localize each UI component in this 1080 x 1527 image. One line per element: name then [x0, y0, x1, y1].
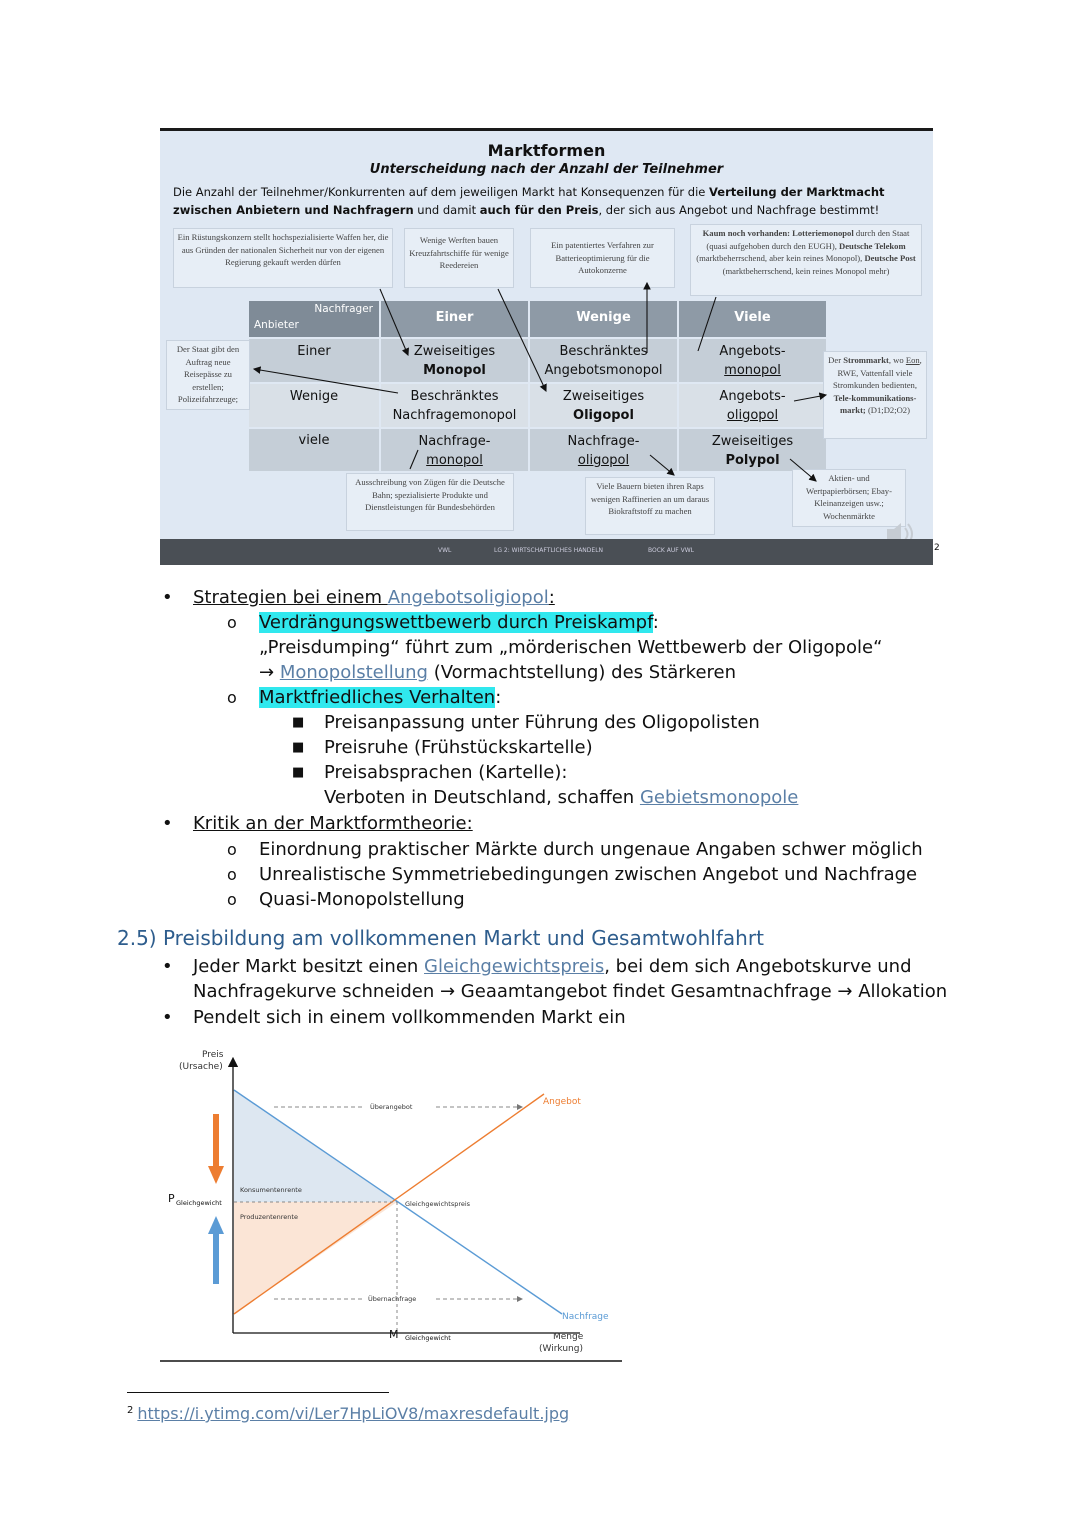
gleichgewichtspreis-label: Gleichgewichtspreis [405, 1200, 471, 1208]
link-angebotsoligopol[interactable]: Angebotsoligiopol [387, 587, 549, 608]
up-arrow-shaft [213, 1232, 219, 1284]
item-preisabsprachen: Preisabsprachen (Kartelle): [324, 762, 568, 783]
colon: : [652, 612, 659, 633]
note-text: , wo [888, 355, 906, 365]
item-preisruhe: Preisruhe (Frühstückskartelle) [324, 737, 593, 758]
col-head-viele: Viele [679, 301, 826, 337]
link-gebietsmonopole[interactable]: Gebietsmonopole [639, 787, 799, 808]
p1-text: Jeder Markt besitzt einen [193, 956, 425, 977]
colon: : [548, 587, 555, 608]
note-text: (D1;D2;O2) [865, 405, 910, 415]
corner-nachfrager: Nachfrager [314, 303, 373, 315]
cell-line: Zweiseitiges [711, 434, 794, 449]
monopolstellung-line [259, 660, 736, 685]
arrow-staat [254, 369, 398, 393]
slide-arrows [160, 131, 933, 565]
down-arrow-icon [208, 1166, 224, 1184]
circle-bullet: o [227, 890, 237, 909]
cell-line: Nachfrage- [567, 434, 640, 449]
square-bullet: ■ [292, 765, 305, 780]
circle-bullet: o [227, 840, 237, 859]
note-bauern: Viele Bauern bieten ihren Raps wenigen Raffinerien an um daraus Biokraftstoff zu machen [585, 477, 715, 535]
arrow-lotterie [698, 297, 716, 351]
nachfrage-label: Nachfrage [562, 1312, 609, 1322]
allokation-line: Nachfragekurve schneiden → Geaamtangebot findet Gesamtnachfrage → Allokation [193, 981, 948, 1002]
cell-line: monopol [724, 363, 781, 378]
arrow-aktien [790, 459, 816, 481]
slide-subtitle: Unterscheidung nach der Anzahl der Teilnehmer [369, 162, 724, 177]
footnote [127, 1404, 569, 1423]
note-text: (marktbeherrschend, kein reines Monopol mehr) [722, 265, 890, 276]
angebot-label: Angebot [543, 1097, 581, 1107]
arrow-werften [498, 289, 546, 391]
verboten-text: Verboten in Deutschland, schaffen [324, 787, 640, 808]
strategien-label: Strategien bei einem [193, 587, 388, 608]
note-text: (marktbeherrschend, aber kein reines Monopol), [696, 253, 865, 263]
monopolstellung-rest: (Vormachtstellung) des Stärkeren [427, 662, 737, 683]
note-text: Eon [905, 355, 920, 365]
ueberangebot-label: Überangebot [370, 1103, 413, 1111]
cell-line: Angebotsmonopol [544, 363, 663, 378]
colon: : [495, 687, 502, 708]
arrow-bauern [650, 455, 674, 475]
note-bold: Kaum noch vorhanden: Lotteriemonopol [702, 228, 854, 238]
pendelt-line: Pendelt sich in einem vollkommenden Markt ein [193, 1007, 626, 1028]
bullet-dot: • [162, 587, 173, 608]
intro-bold: Verteilung der Marktmacht [709, 185, 885, 199]
circle-bullet: o [227, 688, 237, 707]
circle-bullet: o [227, 865, 237, 884]
gleichgewicht-line [193, 954, 912, 979]
row-head-einer: Einer [249, 339, 379, 382]
cell-line: Polypol [725, 453, 780, 468]
note-staat: Der Staat gibt den Auftrag neue Reisepässe zu erstellen; Polizeifahrzeuge; [166, 340, 250, 410]
cell-line: monopol [426, 453, 483, 468]
intro-text: und damit [413, 203, 480, 217]
footer-item: LG 2: WIRTSCHAFTLICHES HANDELN [494, 547, 604, 554]
bullet-dot: • [162, 956, 173, 977]
note-patent: Ein patentiertes Verfahren zur Batterieoptimierung für die Autokonzerne [530, 228, 675, 288]
marktfriedlich-highlight: Marktfriedliches Verhalten [259, 687, 496, 708]
produzentenrente-label: Produzentenrente [240, 1213, 298, 1221]
note-aktien: Aktien- und Wertpapierbörsen; Ebay-Kleinanzeigen usw.; Wochenmärkte [792, 469, 906, 527]
konsumentenrente-label: Konsumentenrente [240, 1186, 302, 1194]
y-label: Preis [202, 1050, 224, 1060]
row-head-wenige: Wenige [249, 384, 379, 427]
up-arrow-icon [208, 1216, 224, 1234]
section-heading: 2.5) Preisbildung am vollkommenen Markt und Gesamtwohlfahrt [117, 926, 764, 950]
note-bold: Strommarkt [843, 355, 889, 365]
market-equilibrium-diagram [160, 1042, 630, 1367]
footer-item: BOCK AUF VWL [648, 547, 694, 554]
footer-item: VWL [438, 547, 452, 554]
corner-anbieter: Anbieter [254, 319, 299, 331]
square-bullet: ■ [292, 740, 305, 755]
cell-line: Beschränktes [410, 389, 499, 404]
cell-line: Zweiseitiges [562, 389, 645, 404]
footnote-link[interactable]: https://i.ytimg.com/vi/Ler7HpLiOV8/maxresdefault.jpg [137, 1404, 570, 1423]
cell-line: Oligopol [573, 408, 634, 423]
note-ruestung: Ein Rüstungskonzern stellt hochspezialisierte Waffen her, die aus Gründen der nationalen Sicherheit nur von der eigenen Regierung gekauft werden dürfen [173, 228, 393, 288]
arrow-bahn [410, 450, 418, 469]
item-preisanpassung: Preisanpassung unter Führung des Oligopolisten [324, 712, 760, 733]
strategien-heading [193, 585, 555, 610]
arrow-ruestung [380, 289, 408, 355]
note-text: , RWE, Vattenfall viele Stromkunden bedienten, [832, 355, 922, 390]
footnote-rule [127, 1392, 389, 1393]
cell-line: Nachfragemonopol [392, 408, 517, 423]
note-text: Der [828, 355, 844, 365]
kritik-heading: Kritik an der Marktformtheorie: [193, 813, 473, 834]
x-label: (Wirkung) [539, 1344, 583, 1354]
kritik-item: Einordnung praktischer Märkte durch ungenaue Angaben schwer möglich [259, 839, 923, 860]
p-sub: Gleichgewicht [176, 1199, 222, 1207]
cell-line: Beschränktes [559, 344, 648, 359]
row-head-viele: viele [249, 429, 379, 471]
footnote-number: 2 [127, 1405, 134, 1416]
m-sub: Gleichgewicht [405, 1334, 451, 1342]
uebernachfrage-label: Übernachfrage [368, 1295, 417, 1303]
cell-line: oligopol [577, 453, 630, 468]
marktfriedlich-line [259, 685, 501, 710]
intro-text: Die Anzahl der Teilnehmer/Konkurrenten auf dem jeweiligen Markt hat Konsequenzen für die [173, 185, 710, 199]
down-arrow-shaft [213, 1114, 219, 1168]
arrow-text: → [259, 662, 280, 683]
col-head-einer: Einer [381, 301, 528, 337]
cell-line: Angebots- [719, 344, 786, 359]
y-label: (Ursache) [179, 1062, 223, 1072]
arrow-strom [794, 395, 826, 401]
circle-bullet: o [227, 613, 237, 632]
cell-line: Monopol [423, 363, 486, 378]
verdraengung-line [259, 610, 659, 635]
marktformen-slide [160, 128, 933, 565]
verdraengung-highlight: Verdrängungswettbewerb durch Preiskampf [259, 612, 653, 633]
link-gleichgewichtspreis[interactable]: Gleichgewichtspreis [424, 956, 605, 977]
cell-line: Nachfrage- [418, 434, 491, 449]
note-bold: Deutsche Post [864, 253, 916, 263]
note-bold: Deutsche Telekom [839, 240, 906, 251]
footnote-marker: 2 [934, 543, 940, 553]
intro-text: , der sich aus Angebot und Nachfrage bestimmt! [598, 203, 880, 217]
cell-line: Angebots- [719, 389, 786, 404]
p1-text: , bei dem sich Angebotskurve und [604, 956, 912, 977]
link-monopolstellung[interactable]: Monopolstellung [279, 662, 428, 683]
slide-footer [160, 539, 933, 565]
verboten-line [324, 785, 798, 810]
note-bahn: Ausschreibung von Zügen für die Deutsche Bahn; spezialisierte Produkte und Dienstleistungen für Bundesbehörden [346, 473, 514, 531]
x-label: Menge [553, 1332, 584, 1342]
note-bold: Tele-kommunikations-markt; [833, 392, 917, 415]
kritik-item: Quasi-Monopolstellung [259, 889, 465, 910]
note-werften: Wenige Werften bauen Kreuzfahrtschiffe für wenige Reedereien [404, 228, 514, 288]
slide-title: Marktformen [487, 141, 606, 160]
cell-line: Zweiseitiges [413, 344, 496, 359]
square-bullet: ■ [292, 715, 305, 730]
note-text: durch den Staat (quasi aufgehoben durch den EUGH), [706, 228, 910, 251]
cell-line: oligopol [726, 408, 779, 423]
col-head-wenige: Wenige [530, 301, 677, 337]
bullet-dot: • [162, 813, 173, 834]
preisdumping-line: „Preisdumping“ führt zum „mörderischen Wettbewerb der Oligopole“ [259, 637, 883, 658]
intro-bold: zwischen Anbietern und Nachfragern [173, 203, 414, 217]
bullet-dot: • [162, 1007, 173, 1028]
p-label: P [168, 1192, 175, 1205]
m-label: M [389, 1328, 399, 1341]
kritik-item: Unrealistische Symmetriebedingungen zwischen Angebot und Nachfrage [259, 864, 918, 885]
intro-bold: auch für den Preis [479, 203, 599, 217]
